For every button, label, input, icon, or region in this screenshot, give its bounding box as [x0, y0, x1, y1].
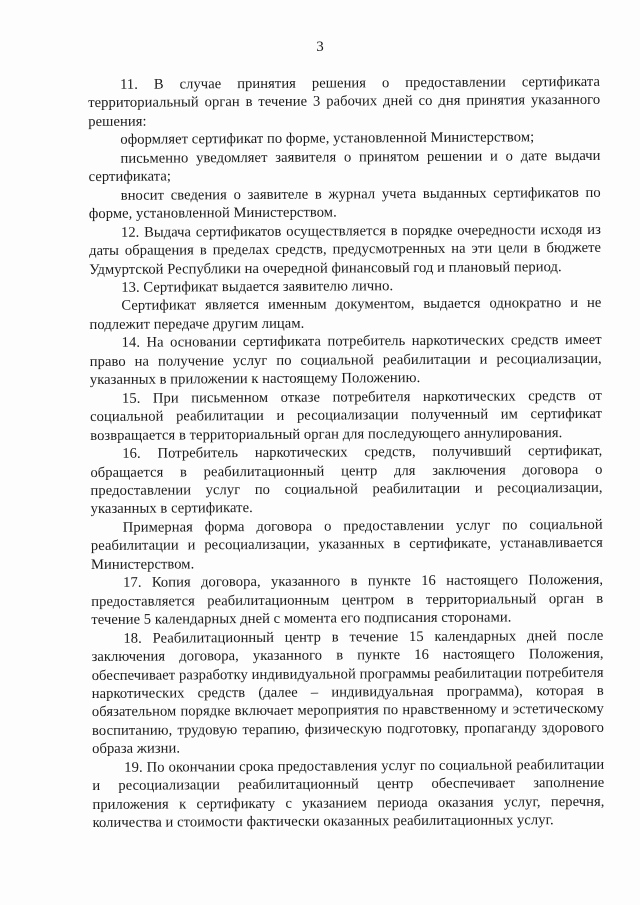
paragraph-16: 16. Потребитель наркотических средств, получивший сертификат, обращается в реабилитационный центр для заключения договора о предоставлении услуг по социальной реабилитации и ресоциализации, указанных в сертификате.: [90, 442, 603, 518]
paragraph-16-note: Примерная форма договора о предоставлении услуг по социальной реабилитации и ресоциализации, указанных в сертификате, устанавливается Министерством.: [90, 516, 603, 573]
paragraph-19: 19. По окончании срока предоставления услуг по социальной реабилитации и ресоциализации реабилитационный центр обеспечивает заполнение приложения к сертификату с указанием периода оказания услуг, перечня, количества и стоимости фактически оказанных реабилитационных услуг.: [92, 756, 605, 832]
paragraph-15: 15. При письменном отказе потребителя наркотических средств от социальной реабилитации и ресоциализации полученный им сертификат возвращается в территориальный орган для последующего аннулирования.: [90, 387, 603, 444]
paragraph-13: 13. Сертификат выдается заявителю лично.: [121, 278, 394, 296]
paragraph-12: 12. Выдача сертификатов осуществляется в порядке очередности исходя из даты обращения в пределах средств, предусмотренных на эти цели в бюджете Удмуртской Республики на очередной финансовый год и плановый период.: [89, 221, 602, 278]
paragraph-11-item-1: оформляет сертификат по форме, установленной Министерством;: [120, 129, 535, 149]
paragraph-11: 11. В случае принятия решения о предоставлении сертификата территориальный орган в течение 3 рабочих дней со дня принятия указанного решения:: [88, 73, 601, 130]
paragraph-11-item-2: письменно уведомляет заявителя о принятом решении и о дате выдачи сертификата;: [88, 147, 601, 186]
paragraph-17: 17. Копия договора, указанного в пункте 16 настоящего Положения, предоставляется реабилитационным центром в территориальный орган в течение 5 календарных дней с момента его подписания сторонами.: [91, 572, 604, 629]
page-number: 3: [316, 39, 324, 55]
paragraph-14: 14. На основании сертификата потребитель наркотических средств имеет право на получение услуг по социальной реабилитации и ресоциализации, указанных в приложении к настоящему Положению.: [89, 332, 602, 389]
paragraph-13-note: Сертификат является именным документом, выдается однократно и не подлежит передаче другим лицам.: [89, 295, 602, 333]
paragraph-18: 18. Реабилитационный центр в течение 15 календарных дней после заключения договора, указанного в пункте 16 настоящего Положения, обеспечивает разработку индивидуальной программы реабилитации потребителя наркотических средств (далее – индивидуальная программа), которая в обязательном порядке включает мероприятия по нравственному и эстетическому воспитанию, трудовую терапию, физическую подготовку, пропаганду здорового образа жизни.: [91, 627, 605, 758]
paragraph-11-item-3: вносит сведения о заявителе в журнал учета выданных сертификатов по форме, установленной Министерством.: [88, 184, 601, 223]
document-body: [88, 73, 605, 833]
